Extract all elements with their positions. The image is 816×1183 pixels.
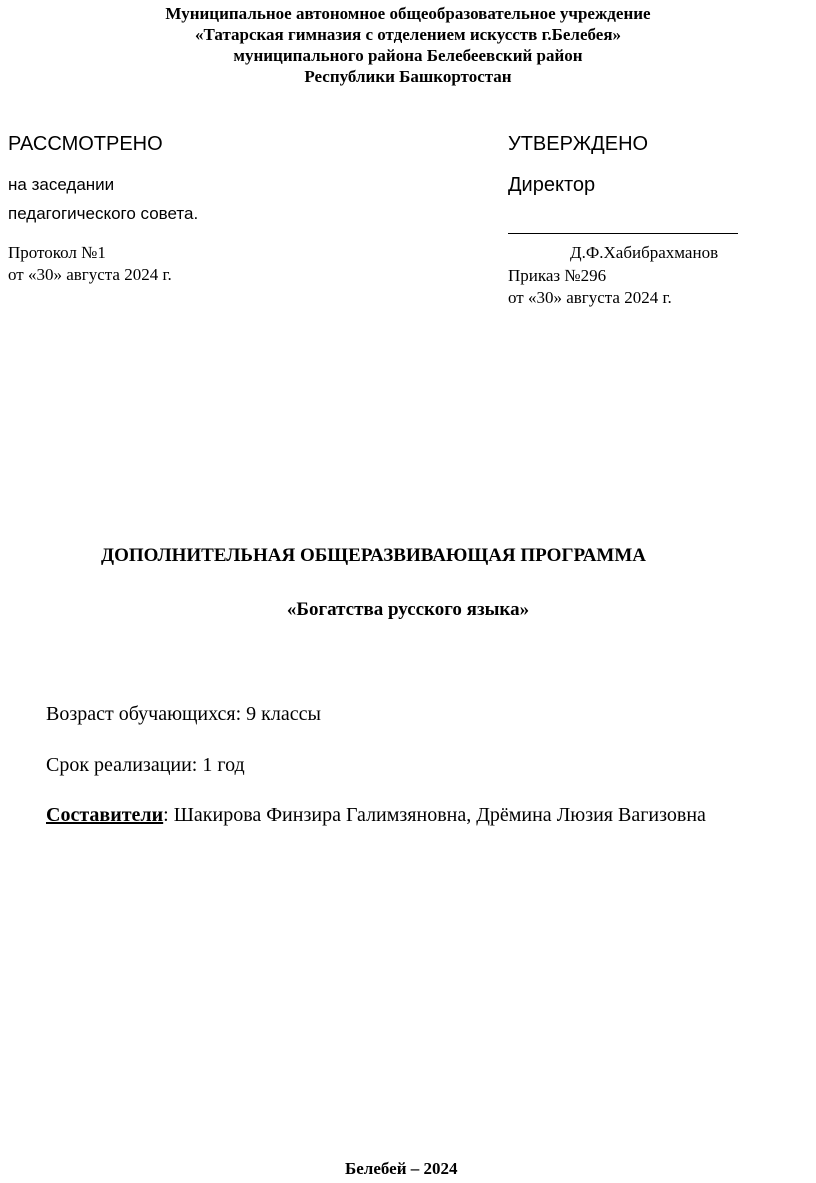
authors-value: : Шакирова Финзира Галимзяновна, Дрёмина Люзия Вагизовна	[163, 804, 706, 826]
considered-title: РАССМОТРЕНО	[8, 133, 163, 155]
authors-label: Составители	[46, 804, 164, 826]
program-title: ДОПОЛНИТЕЛЬНАЯ ОБЩЕРАЗВИВАЮЩАЯ ПРОГРАММА	[101, 545, 647, 566]
approved-name: Д.Ф.Хабибрахманов	[570, 243, 719, 262]
institution-line-4: Республики Башкортостан	[304, 67, 512, 86]
students-age: Возраст обучающихся: 9 классы	[46, 703, 321, 725]
institution-line-1: Муниципальное автономное общеобразовательное учреждение	[165, 4, 651, 23]
authors-line	[46, 804, 706, 827]
considered-line-2: педагогического совета.	[8, 204, 199, 223]
approved-date: от «30» августа 2024 г.	[508, 288, 672, 307]
footer-city-year: Белебей – 2024	[345, 1159, 458, 1178]
institution-line-2: «Татарская гимназия с отделением искусств г.Белебея»	[194, 25, 622, 44]
institution-line-3: муниципального района Белебеевский район	[233, 46, 583, 65]
approved-title: УТВЕРЖДЕНО	[508, 133, 649, 155]
approved-position: Директор	[508, 174, 596, 196]
considered-protocol: Протокол №1	[8, 243, 106, 262]
signature-line	[508, 233, 738, 234]
approved-order: Приказ №296	[508, 266, 607, 285]
considered-date: от «30» августа 2024 г.	[8, 265, 172, 284]
program-name: «Богатства русского языка»	[286, 599, 530, 620]
implementation-term: Срок реализации: 1 год	[46, 754, 245, 776]
considered-line-1: на заседании	[8, 175, 115, 194]
